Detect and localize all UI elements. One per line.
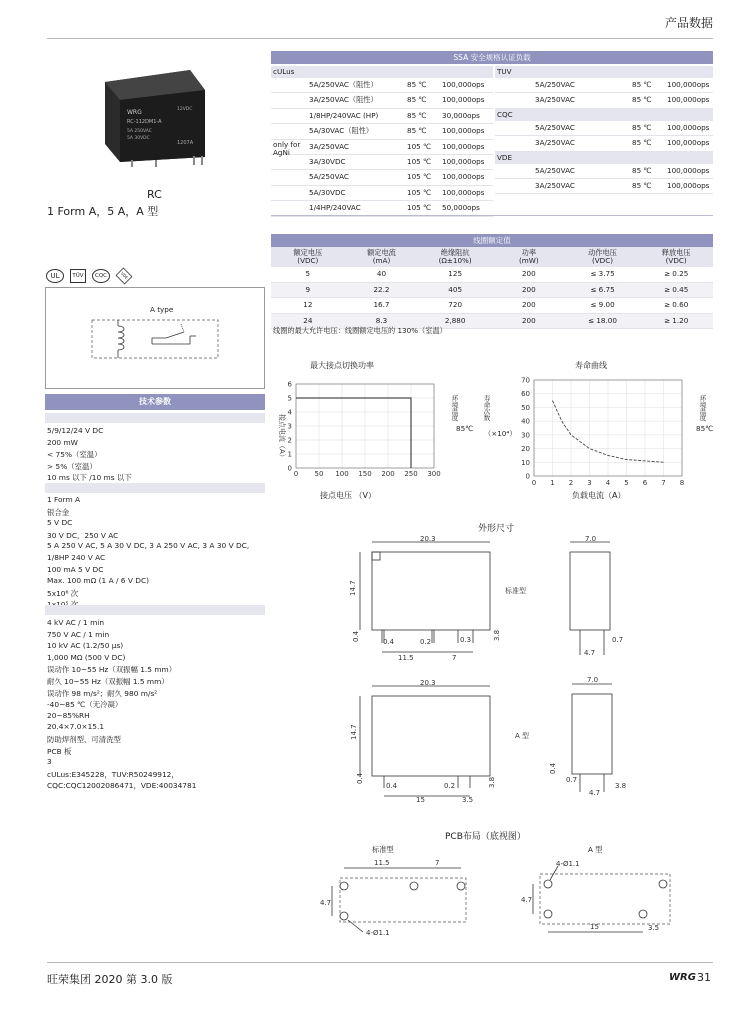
chart1-ytick: 6 [287, 380, 292, 389]
spec-line: 200 mW [47, 437, 78, 447]
chart2-ytick: 0 [525, 472, 530, 481]
ssa-row [271, 155, 493, 170]
dim-a-side-pin: 4.7 [589, 789, 601, 797]
coil-header-cell [566, 249, 640, 266]
spec-band-3 [45, 605, 265, 615]
spec-line: 防助焊剂型、可清洗型 [47, 735, 121, 744]
ssa-temp: 105 ℃ [407, 156, 432, 166]
ssa-temp: 85 ℃ [407, 80, 427, 89]
dim-pitch1: 11.5 [398, 654, 414, 662]
dim-a-pitch1: 15 [416, 796, 425, 804]
pcb-a-holes: 4-Ø1.1 [556, 860, 580, 868]
spec-line: 银合金 [47, 507, 70, 517]
chart1-xtick: 0 [293, 470, 299, 478]
ssa-right-ops: 100,000ops [667, 80, 710, 89]
ssa-bottom-rule [271, 215, 713, 216]
coil-table [271, 247, 713, 329]
coil-header-row [271, 247, 713, 267]
chart2-xtick: 3 [587, 479, 592, 487]
ssa-right-row [495, 78, 713, 93]
coil-note: 线圈的最大允许电压：线圈额定电压的 130%（室温） [273, 326, 447, 335]
circuit-diagram [45, 287, 265, 389]
dim-w-std: 20.3 [420, 535, 436, 543]
pcb-a-label: A 型 [588, 845, 603, 854]
dim-a-side-pin2: 0.7 [566, 776, 578, 784]
spec-line: 5/9/12/24 V DC [47, 426, 104, 435]
ssa-ops: 100,000ops [442, 156, 485, 166]
footer-page: 31 [697, 971, 711, 984]
coil-cell: 200 [521, 269, 536, 278]
chart2-ytick: 30 [521, 431, 530, 440]
coil-header-cell [418, 249, 492, 266]
chart2-yunit: （×10⁴） [484, 429, 517, 438]
coil-row [271, 283, 713, 299]
chart2-annot-env: 环境温度 [698, 395, 707, 421]
ssa-right-row [495, 164, 713, 179]
dim-d-std: 7.0 [585, 535, 597, 543]
chart1-ytick: 1 [287, 450, 292, 459]
coil-header-top: 额定电流 [367, 248, 396, 257]
footer-rule [47, 962, 713, 963]
ssa-ops: 30,000ops [442, 110, 480, 120]
coil-header-unit: (mA) [372, 256, 391, 266]
svg-text:RC-112DM1-A: RC-112DM1-A [127, 119, 162, 125]
coil-cell: ≤ 6.75 [590, 284, 615, 294]
spec-line: CQC:CQC12002086471，VDE:40034781 [47, 781, 197, 791]
spec-line: 5 A 250 V AC, 5 A 30 V DC, 3 A 250 V AC, 3 A 30 V DC, [47, 541, 250, 551]
chart2-ylabel-text: 寿命次数 [482, 395, 491, 421]
coil-header-unit: (VDC) [591, 256, 614, 266]
coil-cell: 12 [303, 300, 313, 309]
coil-cell: ≥ 1.20 [664, 315, 689, 325]
spec-line: 20.4×7.0×15.1 [47, 722, 105, 732]
chart1-ytick: 2 [287, 436, 292, 445]
coil-cell: 405 [448, 284, 463, 294]
dim-a-pin-len: 3.8 [488, 776, 496, 788]
tuv-logo: TÜV [70, 269, 86, 283]
ssa-temp: 85 ℃ [407, 110, 427, 120]
chart1-ytick: 5 [287, 394, 292, 403]
ssa-temp: 105 ℃ [407, 203, 432, 213]
coil-cell: 22.2 [373, 284, 390, 294]
spec-line: cULus:E345228，TUV:R50249912， [47, 769, 179, 779]
cert-logos [46, 269, 132, 283]
spec-line: 误动作 98 m/s²；耐久 980 m/s² [47, 688, 158, 698]
spec-band-2 [45, 483, 265, 493]
coil-cell: 2,880 [444, 315, 466, 325]
chart2-ytick: 70 [521, 376, 530, 385]
coil-row [271, 298, 713, 314]
dim-pin-c: 0.3 [460, 636, 472, 644]
dim-a-label: A 型 [515, 732, 530, 740]
ssa-ops: 100,000ops [442, 80, 485, 89]
ssa-right-group-label: TUV [495, 66, 713, 78]
ssa-right-temp: 85 ℃ [632, 80, 652, 89]
dim-drawings [340, 530, 640, 820]
chart1-ytick: 3 [287, 422, 292, 431]
ssa-right-ops: 100,000ops [667, 122, 710, 132]
ssa-right-load: 3A/250VAC [535, 180, 575, 190]
svg-text:1207A: 1207A [177, 140, 194, 146]
dim-h-std: 14.7 [349, 580, 357, 596]
coil-cell: 720 [448, 300, 463, 309]
ssa-right-row [495, 179, 713, 194]
chart1-xtick: 300 [427, 470, 441, 478]
coil-header-top: 动作电压 [588, 248, 617, 257]
chart2-xtick: 0 [531, 479, 537, 487]
chart2-xtick: 2 [568, 479, 574, 487]
chart2-annot [696, 395, 714, 433]
chart1-annot-env: 环境温度 [450, 395, 459, 421]
spec-line: 5 V DC [47, 518, 73, 528]
spec-line: Max. 100 mΩ (1 A / 6 V DC) [47, 576, 150, 586]
dim-h-a: 14.7 [350, 724, 358, 740]
ssa-right-row [495, 93, 713, 108]
relay-photo [95, 62, 220, 167]
chart1-ylabel: 接点电流（A） [278, 414, 286, 461]
spec-line: 耐久 10~55 Hz（双振幅 1.5 mm） [47, 677, 169, 686]
spec-line: 1 Form A [47, 495, 81, 504]
ssa-ops: 100,000ops [442, 187, 485, 197]
chart1 [272, 375, 447, 480]
coil-cell: 5 [305, 269, 311, 278]
coil-cell: ≥ 0.60 [664, 300, 689, 309]
ssa-right-ops: 100,000ops [667, 180, 710, 190]
ssa-left-table [271, 66, 493, 217]
coil-cell: 125 [448, 269, 463, 278]
ssa-load: 5A/30VAC（阻性） [309, 126, 374, 136]
chart2 [512, 372, 697, 487]
ssa-right-group-label: VDE [495, 152, 713, 164]
footer-left: 旺荣集团 2020 第 3.0 版 [47, 973, 173, 986]
coil-header-cell [271, 249, 345, 266]
coil-table-title: 线圈额定值 [271, 234, 713, 247]
ssa-row [271, 186, 493, 201]
ssa-load: 3A/250VAC [309, 141, 349, 151]
ssa-temp: 105 ℃ [407, 187, 432, 197]
ssa-load: 5A/250VAC（阻性） [309, 80, 378, 89]
coil-cell: 200 [521, 315, 536, 325]
pcb-a2: 3.5 [648, 924, 660, 932]
spec-line: 1/8HP 240 V AC [47, 553, 106, 562]
ul-logo: UL [46, 269, 64, 283]
coil-cell: 200 [521, 284, 536, 294]
pcb-s2: 7 [435, 859, 440, 867]
dim-w-a: 20.3 [420, 679, 436, 687]
dim-a-pin-off: 0.4 [356, 772, 364, 784]
coil-header-cell [345, 249, 419, 266]
coil-cell: 9 [305, 284, 311, 294]
spec-line: > 5%（室温） [47, 461, 97, 471]
spec-line: 10 ms 以下 /10 ms 以下 [47, 473, 132, 483]
pcb-h: 4.7 [320, 899, 332, 907]
ssa-row [271, 170, 493, 185]
ssa-temp: 105 ℃ [407, 172, 432, 182]
svg-text:WRG: WRG [127, 109, 142, 116]
ssa-right-temp: 85 ℃ [632, 138, 652, 148]
dim-pin-off: 0.4 [352, 630, 360, 642]
spec-line: 4 kV AC / 1 min [47, 618, 104, 627]
chart2-annot-temp: 85℃ [696, 424, 714, 433]
ssa-right-load: 5A/250VAC [535, 80, 575, 89]
chart2-xtick: 5 [624, 479, 629, 487]
pcb-s1: 11.5 [374, 859, 390, 867]
coil-cell: ≤ 9.00 [590, 300, 615, 309]
chart1-xtick: 200 [381, 470, 395, 478]
ssa-ops: 50,000ops [442, 203, 480, 213]
chart2-xtick: 6 [642, 479, 648, 487]
chart1-xtick: 150 [358, 470, 372, 478]
ssa-temp: 85 ℃ [407, 95, 427, 105]
dim-a-pin-b: 0.2 [444, 782, 456, 790]
pcb-std-label: 标准型 [372, 845, 394, 854]
chart1-annot-temp: 85℃ [456, 424, 474, 433]
vde-logo: VDE [116, 268, 133, 285]
dim-pitch2: 7 [452, 654, 457, 662]
ssa-right-group-label: CQC [495, 109, 713, 121]
chart2-xtick: 1 [550, 479, 555, 487]
ssa-temp: 85 ℃ [407, 126, 427, 136]
dim-side-pin: 4.7 [584, 649, 596, 657]
spec-line: 20~85%RH [47, 710, 90, 720]
spec-line: 3 [47, 757, 52, 767]
ssa-load: 1/8HP/240VAC (HP) [309, 110, 379, 120]
coil-cell: 24 [303, 315, 313, 325]
ssa-temp: 105 ℃ [407, 141, 432, 151]
ssa-right-load: 5A/250VAC [535, 122, 575, 132]
ssa-right-load: 3A/250VAC [535, 95, 575, 105]
chart1-xtick: 100 [335, 470, 349, 478]
spec-band-1 [45, 413, 265, 423]
dim-pin-b: 0.2 [420, 638, 432, 646]
ssa-load: 3A/250VAC（阻性） [309, 95, 378, 105]
svg-text:5A 30VDC: 5A 30VDC [127, 136, 150, 141]
spec-line: 10 kV AC (1.2/50 μs) [47, 641, 124, 651]
coil-cell: 16.7 [373, 300, 390, 309]
dim-title: 外形尺寸 [478, 524, 515, 534]
coil-cell: ≥ 0.45 [664, 284, 689, 294]
ssa-load: 5A/30VDC [309, 187, 346, 197]
spec-line: 750 V AC / 1 min [47, 629, 110, 639]
chart2-ytick: 10 [521, 458, 530, 467]
ssa-load: 3A/30VDC [309, 156, 346, 166]
pcb-title: PCB布局（底视图） [445, 832, 526, 842]
specs-header: 技术参数 [45, 394, 265, 410]
pcb-holes: 4-Ø1.1 [366, 929, 390, 937]
chart2-xtick: 4 [605, 479, 611, 487]
diagram-label: A type [150, 305, 174, 314]
spec-line: < 75%（室温） [47, 450, 102, 460]
coil-header-unit: (Ω±10%) [438, 256, 472, 266]
product-name: RC [147, 188, 162, 201]
chart1-series-line [296, 398, 411, 468]
ssa-right-temp: 85 ℃ [632, 180, 652, 190]
coil-row [271, 267, 713, 283]
ssa-load: 5A/250VAC [309, 172, 349, 182]
chart2-ytick: 20 [521, 445, 530, 454]
ssa-row [271, 93, 493, 108]
ssa-row [271, 78, 493, 93]
pcb-drawings [318, 852, 698, 942]
dim-std-label: 标准型 [505, 587, 526, 595]
coil-header-cell [639, 249, 713, 266]
chart1-ytick: 0 [287, 464, 292, 473]
coil-header-unit: (mW) [518, 256, 539, 266]
coil-cell: 40 [376, 269, 387, 278]
ssa-row [271, 140, 493, 155]
chart1-title: 最大接点切换功率 [310, 361, 374, 370]
section-title: 产品数据 [664, 16, 713, 30]
svg-text:12VDC: 12VDC [177, 107, 193, 112]
spec-line: 30 V DC，250 V AC [47, 530, 119, 540]
ssa-right-ops: 100,000ops [667, 138, 710, 148]
ssa-group-label: cULus [271, 66, 493, 78]
dim-a-pin-a: 0.4 [386, 782, 398, 790]
chart2-xtick: 8 [679, 479, 685, 487]
ssa-row [271, 124, 493, 139]
ssa-right-table [495, 66, 713, 194]
ssa-ops: 100,000ops [442, 141, 485, 151]
dim-pin-a: 0.4 [383, 638, 395, 646]
ssa-ops: 100,000ops [442, 95, 485, 105]
ssa-right-ops: 100,000ops [667, 165, 710, 175]
chart2-ytick: 40 [521, 417, 530, 426]
chart1-annot [450, 395, 474, 433]
ssa-ops: 100,000ops [442, 172, 485, 182]
chart2-ytick: 50 [521, 403, 530, 412]
coil-header-unit: (VDC) [665, 256, 687, 266]
dim-pin-len: 3.8 [493, 629, 501, 641]
dim-a-side-off: 0.4 [549, 762, 557, 774]
chart2-xlabel: 负载电流（A） [572, 491, 626, 500]
chart1-xtick: 250 [404, 470, 418, 478]
coil-header-top: 绝缘阻抗 [440, 248, 470, 257]
product-subtitle: 1 Form A，5 A，A 型 [47, 205, 159, 218]
spec-line: -40~85 ℃（无冷凝） [47, 700, 123, 710]
chart1-xtick: 50 [314, 470, 324, 478]
ssa-right-load: 5A/250VAC [535, 165, 575, 175]
coil-cell: ≤ 18.00 [588, 315, 617, 325]
ssa-right-temp: 85 ℃ [632, 165, 652, 175]
dim-a-side-len: 3.8 [615, 782, 627, 790]
coil-header-unit: (VDC) [297, 256, 319, 266]
dim-side-pin2: 0.7 [612, 636, 624, 644]
spec-line: 1,000 MΩ (500 V DC) [47, 652, 126, 662]
ssa-table-title: SSA 安全规格认证负载 [271, 51, 713, 64]
coil-cell: 200 [521, 300, 536, 309]
spec-line: 5x10⁶ 次 [47, 588, 79, 598]
chart2-ylabel [482, 395, 489, 423]
ssa-load: 1/4HP/240VAC [309, 203, 361, 213]
dim-d-a: 7.0 [587, 676, 599, 684]
coil-header-cell [492, 249, 566, 266]
ssa-right-temp: 85 ℃ [632, 122, 652, 132]
pcb-a1: 15 [590, 923, 599, 931]
footer-brand: WRG [669, 972, 696, 983]
chart1-ytick: 4 [287, 408, 292, 417]
coil-header-top: 额定电压 [293, 248, 323, 257]
cqc-logo: CQC [92, 269, 110, 283]
chart2-ytick: 60 [521, 390, 530, 399]
chart2-xtick: 7 [661, 479, 666, 487]
ssa-right-load: 3A/250VAC [535, 138, 575, 148]
ssa-right-row [495, 136, 713, 151]
spec-line: 100 mA 5 V DC [47, 564, 104, 574]
coil-header-top: 释放电压 [661, 248, 691, 257]
ssa-right-row [495, 121, 713, 136]
spec-line: PCB 板 [47, 746, 72, 756]
pcb-a-h: 4.7 [521, 896, 533, 904]
coil-header-top: 功率 [521, 248, 537, 257]
chart1-xlabel: 接点电压 （V） [320, 491, 377, 500]
header-rule [47, 38, 713, 39]
coil-cell: ≤ 3.75 [590, 269, 615, 278]
ssa-row [271, 109, 493, 124]
ssa-ops: 100,000ops [442, 126, 485, 136]
ssa-note: only for AgNi [273, 139, 301, 157]
spec-line: 误动作 10~55 Hz（双振幅 1.5 mm） [47, 665, 177, 675]
coil-cell: ≥ 0.25 [664, 269, 689, 278]
dim-a-pitch2: 3.5 [462, 796, 474, 804]
ssa-right-temp: 85 ℃ [632, 95, 652, 105]
ssa-right-ops: 100,000ops [667, 95, 710, 105]
coil-cell: 8.3 [375, 315, 388, 325]
chart2-title: 寿命曲线 [575, 361, 607, 370]
svg-text:5A 250VAC: 5A 250VAC [127, 129, 152, 134]
